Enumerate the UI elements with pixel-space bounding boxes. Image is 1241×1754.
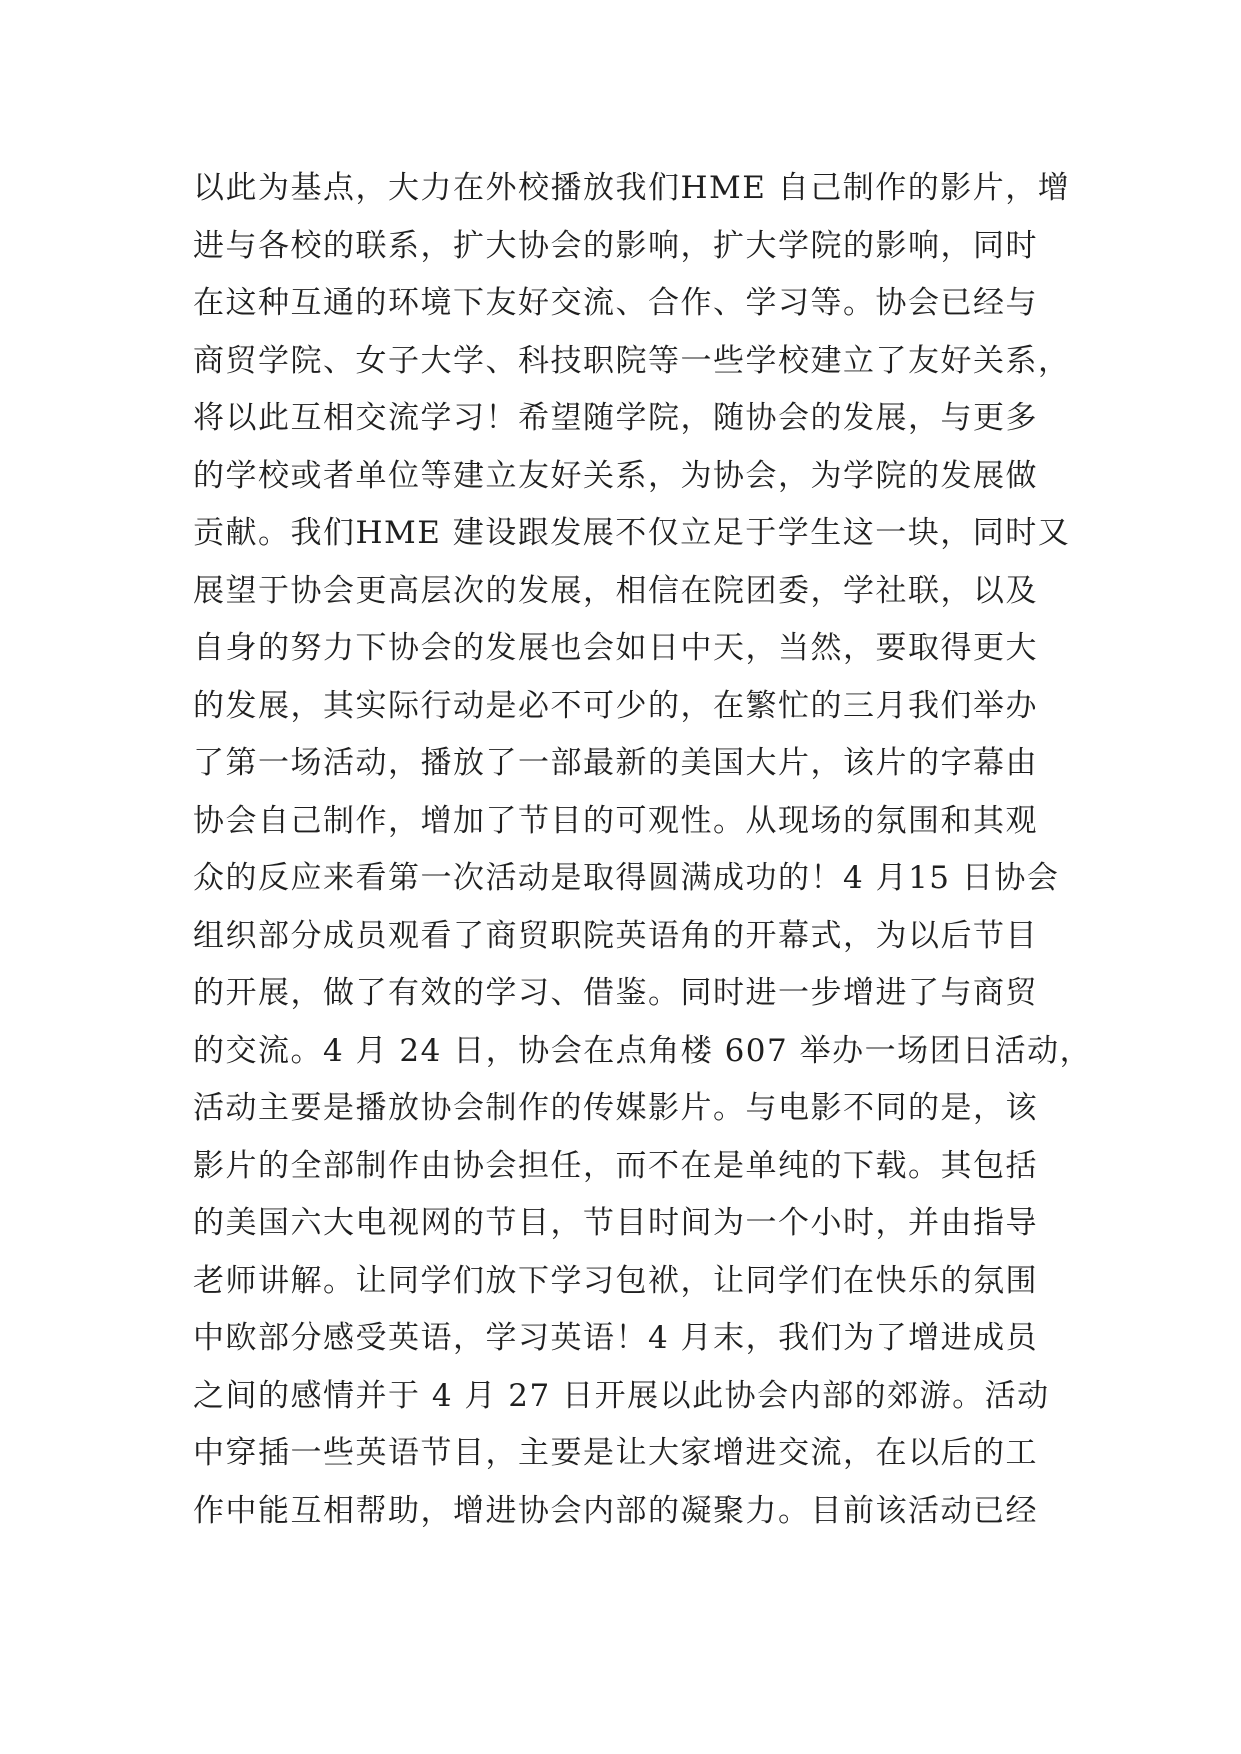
text-line: 作中能互相帮助，增进协会内部的凝聚力。目前该活动已经 — [193, 1492, 1038, 1529]
text-line: 的开展，做了有效的学习、借鉴。同时进一步增进了与商贸 — [193, 975, 1038, 1011]
text-line: 之间的感情并于 4 月 27 日开展以此协会内部的郊游。活动 — [193, 1377, 1050, 1414]
text-line: 展望于协会更高层次的发展，相信在院团委，学社联，以及 — [193, 572, 1038, 609]
text-line: 协会自己制作，增加了节目的可观性。从现场的氛围和其观 — [193, 802, 1038, 839]
text-line: 活动主要是播放协会制作的传媒影片。与电影不同的是，该 — [193, 1090, 1038, 1126]
body-paragraph — [193, 160, 1093, 1540]
text-line: 老师讲解。让同学们放下学习包袱，让同学们在快乐的氛围 — [193, 1262, 1038, 1299]
text-line: 组织部分成员观看了商贸职院英语角的开幕式，为以后节目 — [193, 917, 1038, 954]
text-line: 影片的全部制作由协会担任，而不在是单纯的下载。其包括 — [193, 1147, 1038, 1184]
text-line: 众的反应来看第一次活动是取得圆满成功的！4 月15 日协会 — [193, 860, 1060, 896]
text-line: 进与各校的联系，扩大协会的影响，扩大学院的影响，同时 — [193, 227, 1038, 264]
text-line: 中穿插一些英语节目，主要是让大家增进交流，在以后的工 — [193, 1435, 1038, 1471]
text-line: 中欧部分感受英语，学习英语！4 月末，我们为了增进成员 — [193, 1320, 1039, 1356]
text-line: 的交流。4 月 24 日，协会在点角楼 607 举办一场团日活动， — [193, 1032, 1093, 1069]
text-line: 贡献。我们HME 建设跟发展不仅立足于学生这一块，同时又 — [193, 515, 1071, 551]
text-line: 的学校或者单位等建立友好关系，为协会，为学院的发展做 — [193, 457, 1038, 494]
text-line: 以此为基点，大力在外校播放我们HME 自己制作的影片，增 — [193, 170, 1071, 206]
text-line: 在这种互通的环境下友好交流、合作、学习等。协会已经与 — [193, 285, 1038, 321]
text-line: 的美国六大电视网的节目，节目时间为一个小时，并由指导 — [193, 1205, 1038, 1241]
text-line: 的发展，其实际行动是必不可少的，在繁忙的三月我们举办 — [193, 687, 1038, 724]
text-line: 商贸学院、女子大学、科技职院等一些学校建立了友好关系， — [193, 342, 1071, 379]
text-line: 了第一场活动，播放了一部最新的美国大片，该片的字幕由 — [193, 745, 1038, 781]
text-line: 自身的努力下协会的发展也会如日中天，当然，要取得更大 — [193, 630, 1038, 666]
text-line: 将以此互相交流学习！希望随学院，随协会的发展，与更多 — [193, 400, 1038, 436]
